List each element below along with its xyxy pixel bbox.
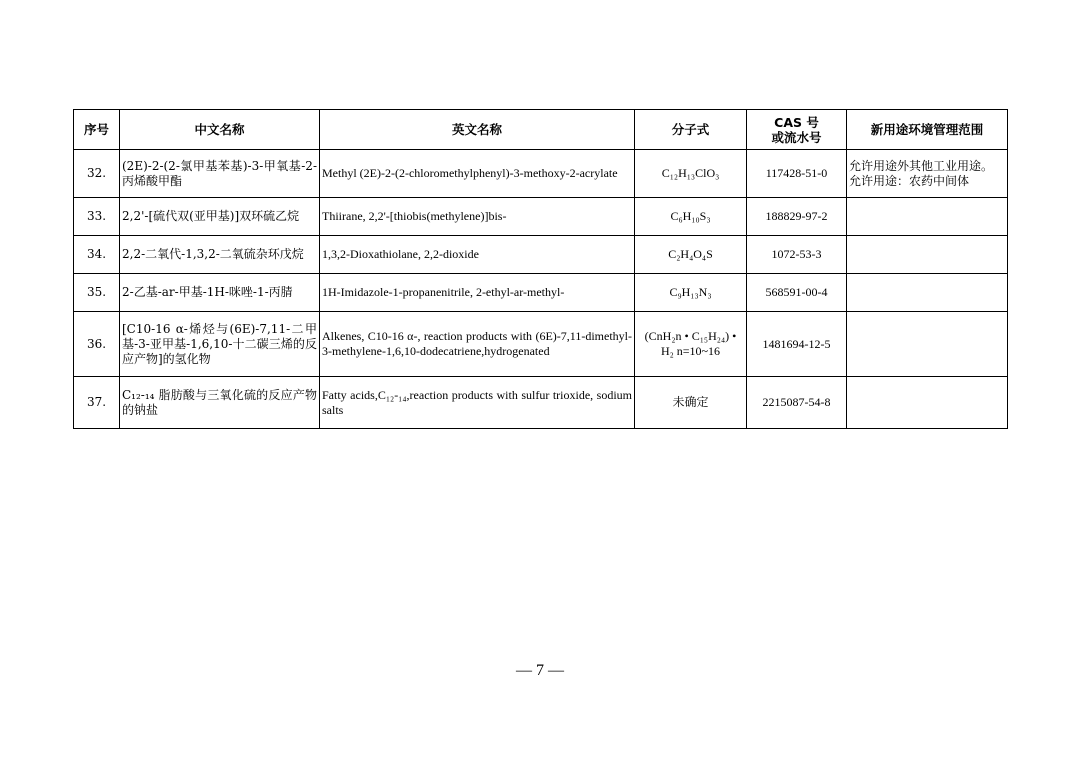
cell-cn-name: C₁₂-₁₄ 脂肪酸与三氧化硫的反应产物的钠盐 xyxy=(120,377,320,429)
header-formula: 分子式 xyxy=(635,110,747,150)
cell-no: 32. xyxy=(74,150,120,198)
cell-no: 35. xyxy=(74,274,120,312)
table-row xyxy=(74,236,1008,274)
cell-en-name: 1,3,2-Dioxathiolane, 2,2-dioxide xyxy=(320,236,635,274)
cell-no: 34. xyxy=(74,236,120,274)
cell-en-name: Fatty acids,C₁₂-₁₄,reaction products with sulfur trioxide, sodium salts xyxy=(320,377,635,429)
cell-formula xyxy=(635,312,747,377)
cell-formula: C₁₂H₁₃ClO₃ xyxy=(635,150,747,198)
cell-scope xyxy=(847,150,1008,198)
cell-en-name: Methyl (2E)-2-(2-chloromethylphenyl)-3-methoxy-2-acrylate xyxy=(320,150,635,198)
cell-cn-name: [C10-16 α-烯烃与(6E)-7,11-二甲基-3-亚甲基-1,6,10-十二碳三烯的反应产物]的氢化物 xyxy=(120,312,320,377)
table-row xyxy=(74,274,1008,312)
cell-scope xyxy=(847,274,1008,312)
table-row xyxy=(74,312,1008,377)
cell-cn-name: 2-乙基-ar-甲基-1H-咪唑-1-丙腈 xyxy=(120,274,320,312)
header-cn-name: 中文名称 xyxy=(120,110,320,150)
scope-line2: 允许用途：农药中间体 xyxy=(849,173,970,188)
cell-cas: 188829-97-2 xyxy=(747,198,847,236)
cell-cas: 568591-00-4 xyxy=(747,274,847,312)
formula-line2: H₂ n=10~16 xyxy=(660,344,721,358)
cell-no: 33. xyxy=(74,198,120,236)
table-row xyxy=(74,150,1008,198)
header-cas-line2: 或流水号 xyxy=(771,129,822,145)
page-number: — 7 — xyxy=(516,662,564,679)
cell-formula: C₂H₄O₄S xyxy=(635,236,747,274)
header-en-name: 英文名称 xyxy=(320,110,635,150)
cell-formula: C₆H₁₀S₃ xyxy=(635,198,747,236)
cell-en-name: 1H-Imidazole-1-propanenitrile, 2-ethyl-ar-methyl- xyxy=(320,274,635,312)
cell-en-name: Thiirane, 2,2'-[thiobis(methylene)]bis- xyxy=(320,198,635,236)
formula-line1: (CnH₂n • C₁₅H₂₄) • xyxy=(644,329,737,343)
table-header-row xyxy=(74,110,1008,150)
scope-line1: 允许用途外其他工业用途。 xyxy=(849,158,994,173)
header-cas xyxy=(747,110,847,150)
cell-cn-name: 2,2-二氧代-1,3,2-二氧硫杂环戊烷 xyxy=(120,236,320,274)
cell-cn-name: 2,2'-[硫代双(亚甲基)]双环硫乙烷 xyxy=(120,198,320,236)
cell-en-name: Alkenes, C10-16 α-, reaction products with (6E)-7,11-dimethyl-3-methylene-1,6,10-dodecatriene,hydrogenated xyxy=(320,312,635,377)
header-no: 序号 xyxy=(74,110,120,150)
cell-cas: 2215087-54-8 xyxy=(747,377,847,429)
cell-scope xyxy=(847,236,1008,274)
table-row xyxy=(74,198,1008,236)
chemical-substances-table xyxy=(73,109,1008,429)
cell-scope xyxy=(847,377,1008,429)
cell-scope xyxy=(847,198,1008,236)
cell-cas: 1481694-12-5 xyxy=(747,312,847,377)
table-row xyxy=(74,377,1008,429)
cell-formula: C₉H₁₃N₃ xyxy=(635,274,747,312)
cell-cas: 117428-51-0 xyxy=(747,150,847,198)
header-scope: 新用途环境管理范围 xyxy=(847,110,1008,150)
cell-scope xyxy=(847,312,1008,377)
cell-cas: 1072-53-3 xyxy=(747,236,847,274)
cell-no: 36. xyxy=(74,312,120,377)
cell-no: 37. xyxy=(74,377,120,429)
header-cas-line1: CAS 号 xyxy=(774,114,819,130)
cell-formula: 未确定 xyxy=(635,377,747,429)
cell-cn-name: (2E)-2-(2-氯甲基苯基)-3-甲氧基-2-丙烯酸甲酯 xyxy=(120,150,320,198)
